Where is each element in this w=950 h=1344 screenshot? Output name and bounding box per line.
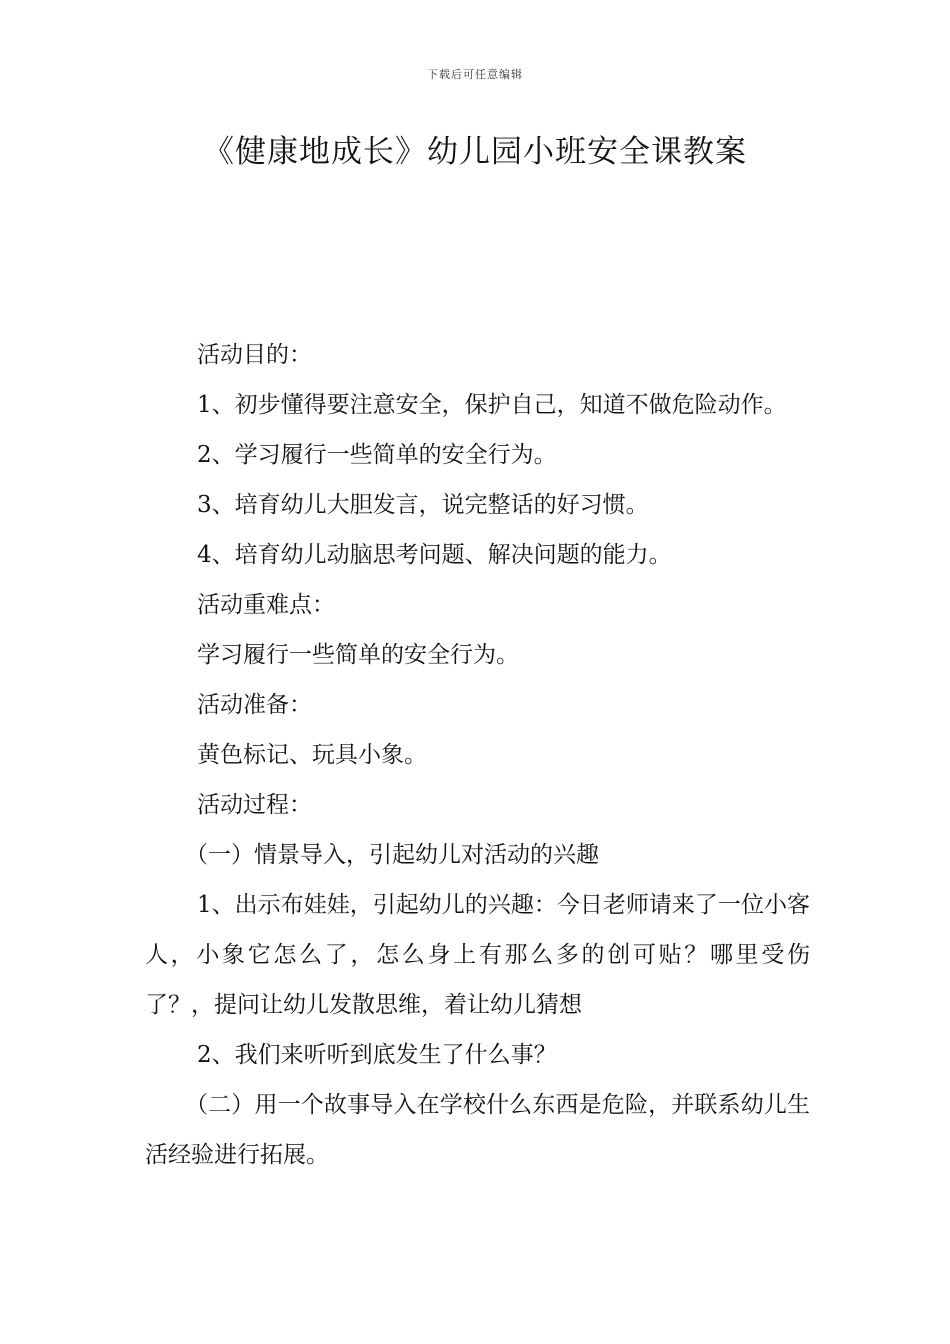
paragraph: 2、学习履行一些简单的安全行为。 bbox=[197, 442, 557, 468]
section-heading-key-points: 活动重难点： bbox=[197, 592, 335, 618]
paragraph: （一）情景导入，引起幼儿对活动的兴趣 bbox=[185, 842, 599, 868]
section-heading-objectives: 活动目的： bbox=[197, 342, 312, 368]
document-body bbox=[145, 330, 810, 1180]
paragraph: 黄色标记、玩具小象。 bbox=[197, 742, 427, 768]
document-title: 《健康地成长》幼儿园小班安全课教案 bbox=[203, 134, 747, 170]
paragraph: 1、初步懂得要注意安全，保护自己，知道不做危险动作。 bbox=[197, 392, 787, 418]
paragraph: 3、培育幼儿大胆发言，说完整话的好习惯。 bbox=[197, 492, 649, 518]
paragraph: 4、培育幼儿动脑思考问题、解决问题的能力。 bbox=[197, 542, 672, 568]
section-heading-preparation: 活动准备： bbox=[197, 692, 312, 718]
paragraph: （二）用一个故事导入在学校什么东西是危险，并联系幼儿生活经验进行拓展。 bbox=[145, 1092, 810, 1168]
paragraph: 2、我们来听听到底发生了什么事？ bbox=[197, 1042, 557, 1068]
paragraph: 1、出示布娃娃，引起幼儿的兴趣：今日老师请来了一位小客人，小象它怎么了，怎么身上有那么多的创可贴？哪里受伤了？，提问让幼儿发散思维，着让幼儿猜想 bbox=[145, 892, 810, 1018]
paragraph: 学习履行一些简单的安全行为。 bbox=[197, 642, 519, 668]
header-note: 下载后可任意编辑 bbox=[427, 68, 523, 81]
section-heading-process: 活动过程： bbox=[197, 792, 312, 818]
